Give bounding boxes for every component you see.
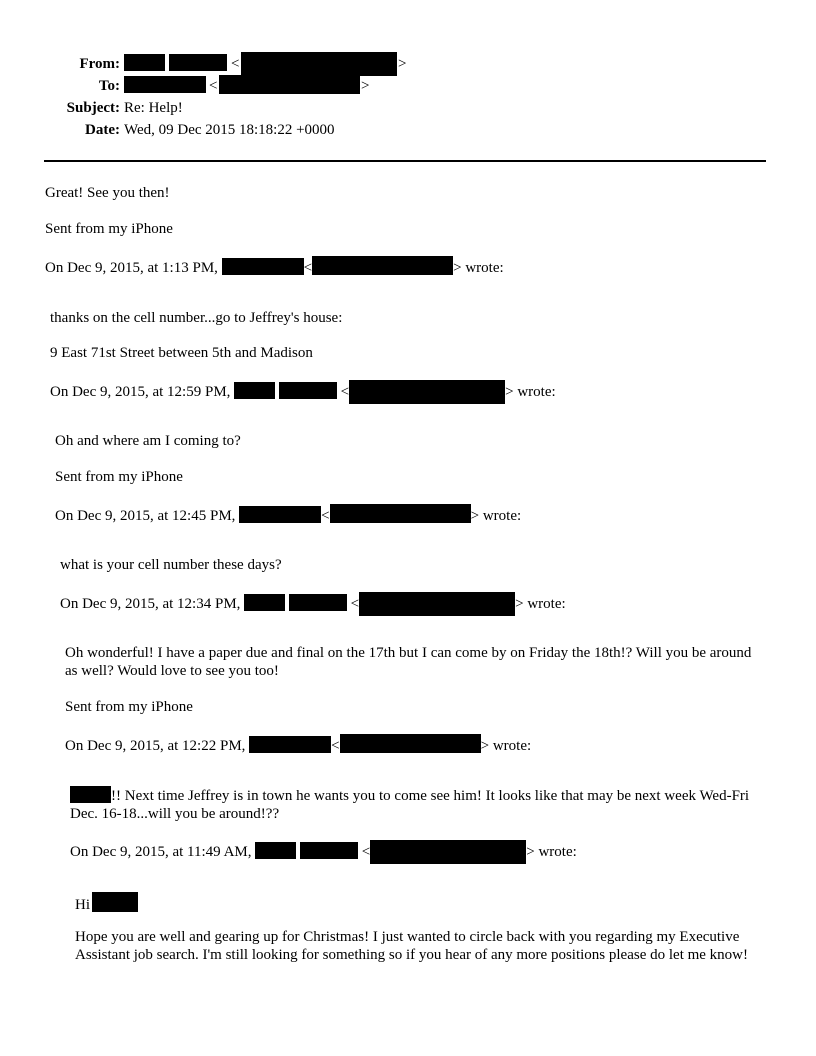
quote-header-5 [65, 734, 531, 755]
redaction-sender-2-last [279, 382, 337, 399]
quoted-text-1: thanks on the cell number...go to Jeffrey's house: [50, 310, 343, 326]
to-label: To: [98, 78, 120, 94]
redaction-greeting-name-2 [92, 892, 138, 912]
redaction-sender-2-first [234, 382, 275, 399]
date-value: Wed, 09 Dec 2015 18:18:22 +0000 [124, 122, 335, 138]
quote-header-6-lt: < [361, 844, 371, 860]
quote-header-3 [55, 504, 521, 525]
quote-header-3-lt: < [321, 508, 330, 524]
to-gt: > [361, 78, 370, 94]
quote-header-1-date: On Dec 9, 2015, at 1:13 PM, [45, 260, 218, 276]
quote-header-4-wrote: > wrote: [515, 596, 566, 612]
quote-header-5-wrote: > wrote: [480, 738, 532, 754]
quote-header-1 [45, 256, 504, 277]
to-lt: < [209, 78, 218, 94]
redaction-to-name [124, 76, 206, 93]
signature-2: Sent from my iPhone [55, 469, 183, 485]
date-label: Date: [85, 122, 120, 138]
quoted-address: 9 East 71st Street between 5th and Madison [50, 345, 313, 361]
redaction-from-first [124, 54, 165, 71]
quote-header-1-lt: < [303, 260, 313, 276]
quote-header-3-wrote: > wrote: [470, 508, 522, 524]
subject-value: Re: Help! [124, 100, 183, 116]
redaction-email-4 [359, 592, 515, 616]
redaction-sender-6-first [255, 842, 296, 859]
quote-header-4-date: On Dec 9, 2015, at 12:34 PM, [60, 596, 241, 612]
redaction-sender-5 [249, 736, 331, 753]
quoted-text-4: Oh wonderful! I have a paper due and final on the 17th but I can come by on Friday the 18th!? Will you be around as well? Would love to see you too! [65, 645, 752, 679]
redaction-email-5 [340, 734, 481, 753]
from-gt: > [398, 56, 407, 72]
quote-header-5-date: On Dec 9, 2015, at 12:22 PM, [65, 738, 246, 754]
from-lt: < [231, 56, 240, 72]
quote-header-5-lt: < [331, 738, 340, 754]
quoted-text-2: Oh and where am I coming to? [55, 433, 241, 449]
redaction-email-3 [330, 504, 471, 523]
quote-header-2 [50, 380, 556, 404]
subject-label: Subject: [66, 100, 120, 116]
redaction-from-email [241, 52, 397, 76]
redaction-sender-3 [239, 506, 321, 523]
redaction-email-2 [349, 380, 505, 404]
redaction-sender-1 [222, 258, 304, 275]
quote-header-2-date: On Dec 9, 2015, at 12:59 PM, [50, 384, 231, 400]
quoted-text-5 [70, 786, 760, 823]
redaction-sender-6-last [300, 842, 358, 859]
quote-header-1-wrote: > wrote: [453, 260, 504, 276]
redaction-greeting-name-1 [70, 786, 111, 803]
quote-header-3-date: On Dec 9, 2015, at 12:45 PM, [55, 508, 236, 524]
reply-text: Great! See you then! [45, 185, 170, 201]
redaction-sender-4-last [289, 594, 347, 611]
quote-header-6-wrote: > wrote: [526, 844, 577, 860]
redaction-email-1 [312, 256, 453, 275]
from-label: From: [79, 56, 120, 72]
quoted-text-6: Hope you are well and gearing up for Christmas! I just wanted to circle back with you regarding my Executive Assistant job search. I'm still looking for something so if you hear of any more positions please do let me know! [75, 929, 749, 963]
redaction-to-email [219, 75, 360, 94]
header-divider [44, 160, 766, 162]
greeting-hi: Hi [75, 897, 90, 913]
signature-1: Sent from my iPhone [45, 221, 173, 237]
subject-row [40, 99, 335, 121]
quoted-text-3: what is your cell number these days? [60, 557, 282, 573]
quote-header-2-wrote: > wrote: [505, 384, 556, 400]
redaction-email-6 [370, 840, 526, 864]
quote-header-6-date: On Dec 9, 2015, at 11:49 AM, [70, 844, 252, 860]
redaction-sender-4-first [244, 594, 285, 611]
date-row [40, 121, 335, 143]
greeting [75, 892, 138, 914]
quote-header-4-lt: < [350, 596, 360, 612]
quote-header-6 [70, 840, 577, 864]
quote-header-4 [60, 592, 566, 616]
quoted-text-5-body: !! Next time Jeffrey is in town he wants you to come see him! It looks like that may be next week Wed-Fri Dec. 16-18...will you be around!?? [70, 788, 750, 822]
quote-header-2-lt: < [340, 384, 350, 400]
redaction-from-last [169, 54, 227, 71]
signature-3: Sent from my iPhone [65, 699, 193, 715]
